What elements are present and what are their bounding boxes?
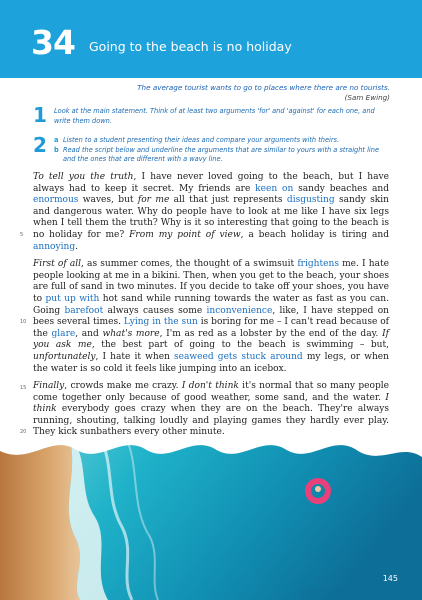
text-run: , the best part of going to the beach is swimming – but, — [91, 340, 390, 351]
task-2-instructions — [54, 136, 392, 165]
text-run: , and — [75, 328, 103, 339]
vocab-highlight: barefoot — [64, 305, 104, 316]
phrase: Finally — [33, 381, 65, 392]
task-2a-text: Listen to a student presenting their ideas and compare your arguments with theirs. — [63, 136, 340, 144]
line-number-10: 10 — [20, 319, 27, 325]
phrase: To tell you the truth — [33, 172, 134, 182]
text-run: , I have never loved going to the beach, but I have always had to keep it secret. My friends are — [33, 172, 389, 194]
unit-title: Going to the beach is no holiday — [89, 39, 292, 54]
phrase: what's more — [102, 328, 160, 339]
unit-number: 34 — [31, 23, 75, 62]
text-run: it's normal that so many people come together only because of good weather, some sand, and the water. — [33, 381, 389, 403]
line-number-5: 5 — [20, 232, 24, 238]
text-run: , as summer comes, the thought of a swimsuit — [81, 259, 298, 270]
task-2a — [54, 136, 392, 146]
vocab-highlight: put up with — [45, 293, 100, 304]
phrase: From my point of view — [129, 229, 241, 240]
text-run: waves, but — [78, 195, 138, 206]
vocab-highlight: inconvenience — [206, 305, 273, 316]
task-2a-label: a — [54, 136, 59, 144]
vocab-highlight: disgusting — [286, 195, 335, 206]
text-run: , like, I have stepped on bees several times. — [33, 305, 389, 328]
phrase: If you ask me — [33, 328, 390, 351]
task-2-number: 2 — [33, 133, 47, 157]
beach-photo — [0, 437, 422, 600]
text-run: , I hate it when — [95, 351, 175, 362]
vocab-highlight: keen on — [255, 183, 294, 194]
text-run: sandy beaches and — [293, 183, 389, 194]
line-number-15: 15 — [20, 385, 27, 391]
quote-text: The average tourist wants to go to places where there are no tourists. — [137, 83, 390, 92]
epigraph-quote — [137, 83, 390, 103]
text-run: hot sand while running towards the water as fast as you can. Going — [33, 293, 389, 316]
page-number: 145 — [382, 574, 398, 583]
line-number-20: 20 — [20, 429, 27, 435]
quote-author: (Sam Ewing) — [344, 93, 390, 102]
vocab-highlight: Lying in the sun — [123, 317, 198, 328]
text-run: sandy skin and dangerous water. Why do people have to look at me like I have six legs when I tell them the truth? Why is it so interesting that going to the beach is no holiday for me? — [33, 195, 389, 240]
vocab-highlight: annoying — [33, 241, 76, 252]
text-run: , a beach holiday is tiring and — [240, 229, 389, 240]
phrase: I don't think — [181, 381, 239, 392]
text-run: , crowds make me crazy. — [64, 381, 182, 392]
unit-header — [0, 0, 422, 78]
text-run: , I'm as red as a lobster by the end of the day. — [159, 328, 383, 339]
task-2b — [54, 146, 392, 165]
vocab-highlight: seaweed gets stuck around — [174, 351, 303, 362]
phrase: I think — [33, 392, 389, 415]
text-run: me. I hate people looking at me in a bikini. Then, when you get to the beach, your shoes are full of sand in two minutes. If you decide to take off your shoes, you have to — [33, 259, 389, 304]
text-run: all that just represents — [169, 195, 287, 206]
paragraph-3 — [33, 381, 389, 439]
beach-aerial-image — [0, 437, 422, 600]
task-1-instructions: Look at the main statement. Think of at least two arguments 'for' and 'against' for each one, and write them down. — [54, 107, 375, 125]
phrase: for me — [137, 195, 170, 206]
vocab-highlight: frightens — [297, 259, 339, 270]
text-run: my legs, or when the water is so cold it feels like jumping into an icebox. — [33, 351, 389, 374]
paragraph-2 — [33, 259, 389, 375]
vocab-highlight: glare — [51, 328, 76, 339]
task-1-number: 1 — [33, 103, 47, 127]
phrase: unfortunately — [33, 351, 96, 362]
task-2b-label: b — [54, 145, 59, 154]
text-run: . — [75, 241, 79, 252]
phrase: First of all — [33, 259, 82, 270]
task-2b-text: Read the script below and underline the arguments that are similar to yours with a straight line and the ones that are different with a wavy line. — [63, 145, 379, 163]
vocab-highlight: enormous — [33, 195, 79, 206]
text-run: always causes some — [103, 305, 207, 316]
text-run: is boring for me – I can't read because of the — [33, 317, 390, 339]
paragraph-1 — [33, 172, 389, 253]
text-run: everybody goes crazy when they are on the beach. They're always running, shouting, talking loudly and playing games they hardly ever play. They kick sunbathers every other minute. — [33, 404, 389, 438]
